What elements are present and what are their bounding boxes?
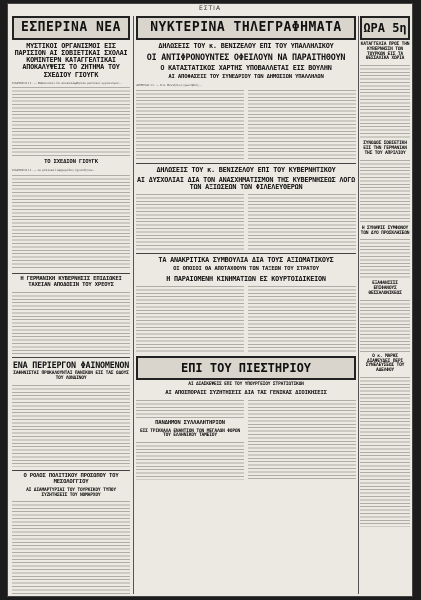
box-subheadline: ΑΙ ΑΠΟΣΠΟΡΑΙΣ ΣΥΖΗΤΗΣΕΙΣ ΔΙΑ ΤΑΣ ΓΕΝΙΚΑΣ ΔΙΟΙΚΗΣΕΙΣ [165, 389, 327, 396]
section-header-night-telegrams: ΝΥΚΤΕΡΙΝΑ ΤΗΛΕΓΡΑΦΗΜΑΤΑ [136, 16, 356, 40]
column-night-telegrams [136, 16, 356, 596]
sub-headline: ΤΟ ΣΧΕΔΙΟΝ ΓΙΟΥΓΚ [44, 159, 98, 166]
divider [136, 163, 356, 164]
article-body [136, 286, 244, 352]
article-body [136, 442, 244, 480]
headline-9: Η ΠΑΡΑΙΟΜΕΝΗ ΚΙΝΗΜΑΤΙΩΝ ΕΣ ΚΟΥΡΤΟΙΔΙΚΕΙΟΝ [166, 274, 326, 283]
article-body [12, 385, 130, 467]
article-body [248, 400, 356, 480]
article-body [360, 300, 410, 352]
fourth-subheadline: ΑΙ ΔΙΑΜΑΡΤΥΡΙΑΙ ΤΟΥ ΤΟΥΡΚΙΚΟΥ ΤΥΠΟΥ ΣΥΖΗΤΗΣΕΙΣ ΤΟΥ ΝΟΜΑΡΧΟΥ [26, 487, 116, 498]
article-body [360, 239, 410, 279]
divider [136, 253, 356, 254]
divider [12, 470, 130, 471]
section-header-hour-five: ΩΡΑ 5η [360, 16, 410, 40]
article-body [12, 292, 130, 354]
article-body [12, 501, 130, 596]
headline-3: Ο ΚΑΤΑΣΤΑΤΙΚΟΣ ΧΑΡΤΗΣ ΥΠΟΒΑΛΛΕΤΑΙ ΕΙΣ ΒΟΥΛΗΝ [160, 63, 332, 72]
headline-8: ΟΙ ΟΠΟΙΟΙ ΘΑ ΑΠΟΤΑΧΘΟΥΝ ΤΩΝ ΤΑΞΕΩΝ ΤΟΥ ΣΤΡΑΤΟΥ [173, 266, 319, 273]
two-column-text [136, 286, 356, 352]
sub-text: ΠΑΡΙΣΙΟΙ 11. — Αι γαλλικαί εφημερίδες σχολιάζουν... [12, 168, 96, 173]
article-body [248, 286, 356, 352]
article-left [136, 400, 244, 480]
article-text-1: ΑΘΗΝΑΙ 11. — Ο κ. Βενιζέλος ερωτηθείς... [136, 82, 202, 87]
lead-headline: ΜΥΣΤΙΚΟΙ ΟΡΓΑΝΙΣΜΟΙ ΕΙΣ ΠΑΡΙΣΙΟΝ ΑΙ ΣΟΒΙΕΤΙΚΑΙ ΣΧΟΛΑΙ ΚΟΜΙΝΤΕΡΝ ΚΑΤΑΓΓΕΛΤΙΚΑΙ ΑΠΟΚΑΛΥΨΕΙΣ ΤΟ ΖΗΤΗΜΑ ΤΟΥ ΣΧΕΔΙΟΥ ΓΙΟΥΓΚ [14, 42, 128, 79]
col3-headline-3: Η ΣΥΝΑΨΙΣ ΣΥΜΦΩΝΟΥ ΤΩΝ ΔΥΟ ΠΡΟΣΚΛΗΣΕΩΝ [360, 225, 410, 236]
headline-1: ΔΗΛΩΣΕΙΣ ΤΟΥ κ. ΒΕΝΙΖΕΛΟΥ ΕΠΙ ΤΟΥ ΥΠΑΛΛΗΛΙΚΟΥ [158, 42, 334, 50]
newspaper-page [8, 4, 412, 596]
col3-headline-2: ΣΥΝΟΔΟΣ ΣΟΒΙΕΤΙΚΗ ΕΙΣ ΤΗΝ ΓΕΡΜΑΝΙΑΝ ΤΗΣ ΤΟΥ ΑΠΡΙΛΙΟΥ [363, 141, 407, 156]
article-body [136, 90, 244, 160]
col3-headline-5: Ο κ. ΜΑΡΗΣ ΔΙΑΨΕΥΔΕΙ ΠΕΡΙ ΣΥΝΕΛΕΥΣΕΩΣ ΤΟΥ ΑΔΕΛΦΟΥ [365, 353, 405, 374]
headline-6: ΑΙ ΔΥΣΧΟΛΙΑΙ ΔΙΑ ΤΟΝ ΑΝΑΣΧΗΜΑΤΙΣΜΟΝ ΤΗΣ ΚΥΒΕΡΝΗΣΕΩΣ ΛΟΓΩ ΤΩΝ ΑΞΙΩΣΕΩΝ ΤΩΝ ΦΙΛΕΛΕΥΘΕΡΩΝ [137, 175, 355, 191]
article-body [136, 194, 244, 250]
col3-headline-4: ΕΞΑΦΑΝΙΣΙΣ ΕΠΙΦΑΝΟΥΣ ΘΕΣΣΑΛΟΝΙΚΕΩΣ [368, 281, 402, 296]
article-body [248, 194, 356, 250]
lead-text: ΠΑΡΙΣΙΟΙ 11. — Βεβαιούται ότι ανεκαλύφθησαν μυστικοί οργανισμοί... [12, 80, 122, 85]
box-headline: ΑΙ ΔΙΑΣΚΕΨΕΙΣ ΕΠΙ ΤΟΥ ΥΠΟΥΡΓΕΙΟΥ ΣΤΡΑΤΙΩΤΙΚΩΝ [188, 382, 304, 388]
bottom-headline: ΠΑΝΔΗΜΟΝ ΣΥΛΛΑΛΗΤΗΡΙΟΝ [155, 419, 225, 426]
third-headline: ΕΝΑ ΠΕΡΙΕΡΓΟΝ ΦΑΙΝΟΜΕΝΟΝ [12, 359, 130, 370]
column-hour-five [360, 16, 410, 596]
article-body [248, 90, 356, 160]
article-body [360, 65, 410, 139]
column-rule [133, 16, 134, 594]
section-header-on-press: ΕΠΙ ΤΟΥ ΠΙΕΣΤΗΡΙΟΥ [136, 356, 356, 380]
column-rule [358, 16, 359, 594]
headline-7: ΤΑ ΑΝΑΚΡΙΤΙΚΑ ΣΥΜΒΟΥΛΙΑ ΔΙΑ ΤΟΥΣ ΑΞΙΩΜΑΤΙΚΟΥΣ [158, 256, 334, 264]
third-subheadline: ΣΑΦΗΝΙΣΤΑΙ ΠΡΟΚΑΛΟΥΝΤΑΙ ΠΑΝΙΚΟΝ ΕΙΣ ΤΑΣ ΟΔΟΥΣ ΤΟΥ ΛΟΝΔΙΝΟΥ [13, 371, 129, 382]
article-body [360, 377, 410, 527]
column-evening-news [12, 16, 130, 596]
article-body [136, 400, 244, 418]
article-body [12, 175, 130, 270]
article-body [12, 87, 130, 157]
fourth-headline: Ο ΡΟΛΟΣ ΠΟΛΙΤΙΚΟΥ ΠΡΟΣΩΠΟΥ ΤΟΥ ΜΕΣΟΛΟΓΓΙΟΥ [23, 473, 119, 485]
two-column-text [136, 400, 356, 480]
divider [12, 357, 130, 358]
bottom-subheadline: ΕΙΣ ΤΡΙΚΚΑΛΑ ΕΝΑΝΤΙΟΝ ΤΩΝ ΜΕΓΑΛΩΝ ΦΟΡΩΝ ΤΟΥ ΕΛΛΗΝΙΚΟΥ ΤΑΜΕΙΟΥ [139, 428, 241, 439]
headline-2: ΟΙ ΑΝΤΙΦΡΟΝΟΥΝΤΕΣ ΟΦΕΙΛΟΥΝ ΝΑ ΠΑΡΑΙΤΗΘΟΥΝ [146, 52, 346, 63]
col3-headline-1: ΚΑΤΑΓΓΕΛΙΑ ΠΡΟΣ ΤΗΝ ΚΥΒΕΡΝΗΣΙΝ ΤΩΝ ΤΟΥΡΚΩΝ ΕΙΣ ΤΑ ΘΕΣΣΑΛΙΚΑ ΧΩΡΙΑ [360, 42, 410, 62]
two-column-text [136, 194, 356, 250]
section-header-evening-news: ΕΣΠΕΡΙΝΑ ΝΕΑ [12, 16, 130, 40]
two-column-text [136, 90, 356, 160]
masthead: ΕΣΤΙΑ [198, 5, 222, 12]
headline-5: ΔΗΛΩΣΕΙΣ ΤΟΥ κ. ΒΕΝΙΖΕΛΟΥ ΕΠΙ ΤΟΥ ΚΥΒΕΡΝΗΤΙΚΟΥ [156, 165, 336, 174]
divider [12, 273, 130, 274]
headline-4: ΑΙ ΑΠΟΦΑΣΕΙΣ ΤΟΥ ΣΥΝΕΔΡΙΟΥ ΤΩΝ ΔΗΜΟΣΙΩΝ ΥΠΑΛΛΗΛΩΝ [168, 74, 324, 81]
second-headline: Η ΓΕΡΜΑΝΙΚΗ ΚΥΒΕΡΝΗΣΙΣ ΕΠΙΔΙΩΚΕΙ ΤΑΧΕΙΑΝ ΑΠΟΔΟΣΙΝ ΤΟΥ ΧΡΕΟΥΣ [20, 275, 122, 288]
article-body [360, 160, 410, 224]
